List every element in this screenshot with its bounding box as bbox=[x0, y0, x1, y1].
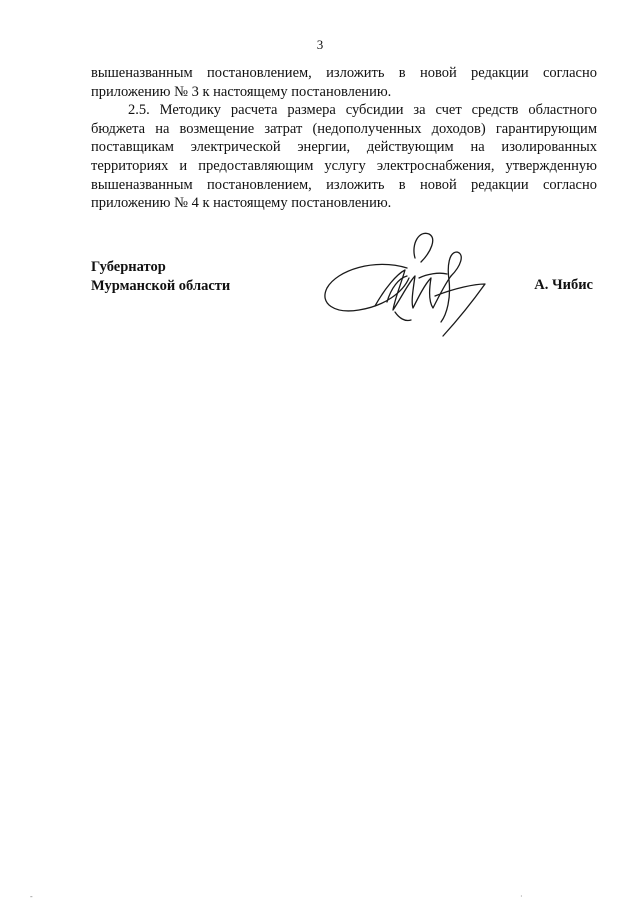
paragraph-2-5: 2.5. Методику расчета размера субсидии за счет средств областного бюджета на возмещение затрат (недополученных доходов) гарантирующим поставщикам электрической энергии, действующим на изолированных территориях и предоставляющим услугу электроснабжения, утвержденную вышеназванным постановлением, изложить в новой редакции согласно приложению № 4 к настоящему постановлению. bbox=[91, 102, 597, 212]
signatory-title-line2: Мурманской области bbox=[91, 277, 231, 294]
scan-mark-left: - bbox=[30, 892, 33, 901]
signatory-name: А. Чибис bbox=[534, 277, 593, 293]
signatory-title bbox=[91, 258, 230, 295]
signatory-title-line1: Губернатор bbox=[91, 259, 166, 275]
document-body bbox=[91, 64, 597, 213]
page-number: 3 bbox=[316, 37, 324, 52]
scan-mark-right: · bbox=[520, 892, 523, 901]
handwritten-signature bbox=[315, 218, 495, 348]
paragraph-continuation: вышеназванным постановлением, изложить в новой редакции согласно приложению № 3 к настоящему постановлению. bbox=[91, 65, 597, 100]
